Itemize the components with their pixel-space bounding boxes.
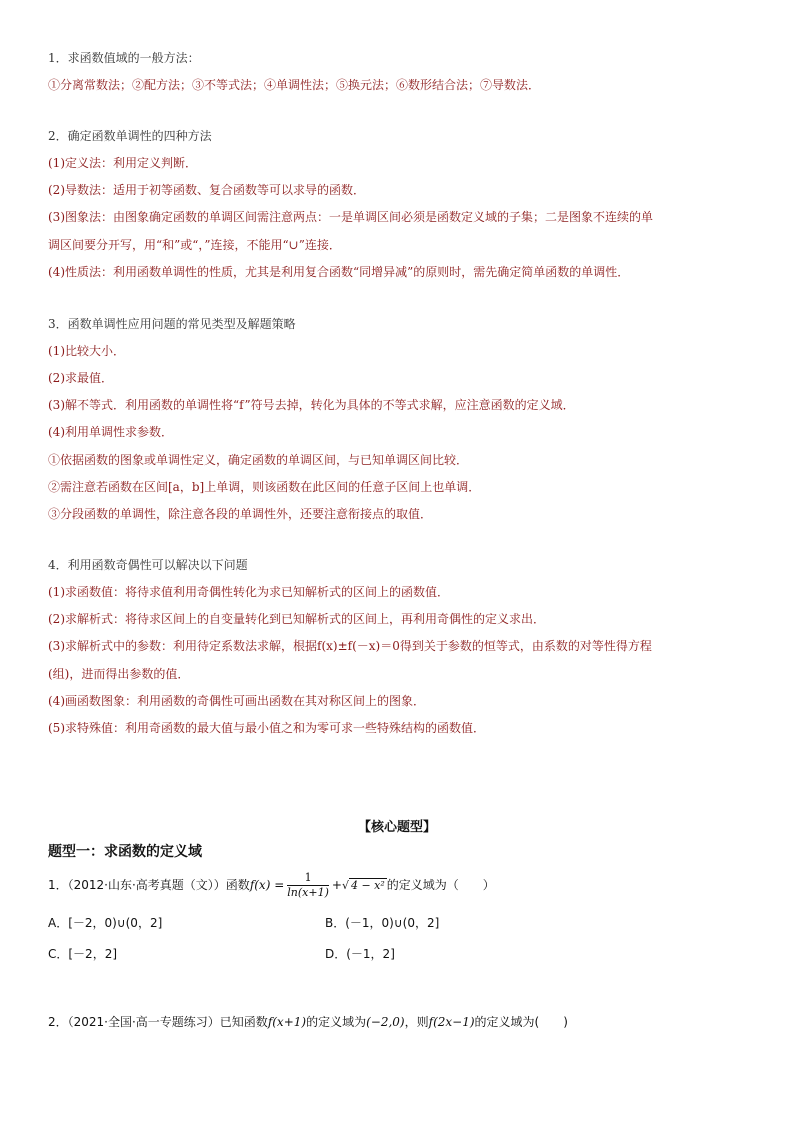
radicand: 4 − x²: [350, 878, 385, 892]
question-2-mid1: 的定义域为: [306, 1015, 367, 1029]
section-4-line-3b: (组)，进而得出参数的值．: [48, 667, 190, 681]
fraction-denominator: ln(x+1): [287, 886, 329, 899]
question-1-prefix: 1．（2012·山东·高考真题（文））函数: [48, 878, 250, 892]
question-2-f1: f(x+1): [267, 1015, 307, 1029]
question-2-suffix: 的定义域为( ): [474, 1015, 568, 1029]
section-3-case-1: ①依据函数的图象或单调性定义，确定函数的单调区间，与已知单调区间比较．: [48, 453, 469, 467]
section-2-line-1: (1)定义法：利用定义判断．: [48, 156, 197, 170]
question-1-option-c[interactable]: C．[－2，2]: [48, 947, 118, 961]
section-3-line-1: (1)比较大小．: [48, 344, 125, 358]
section-2-line-3b: 调区间要分开写，用“和”或“，”连接，不能用“∪”连接．: [48, 238, 341, 252]
section-4-line-5: (5)求特殊值：利用奇函数的最大值与最小值之和为零可求一些特殊结构的函数值．: [48, 721, 486, 735]
section-1-title: 1．求函数值域的一般方法：: [48, 51, 200, 65]
section-1-methods: ①分离常数法；②配方法；③不等式法；④单调性法；⑤换元法；⑥数形结合法；⑦导数法．: [48, 78, 541, 92]
question-2-stem: [48, 1013, 568, 1030]
section-4-title: 4．利用函数奇偶性可以解决以下问题: [48, 558, 248, 572]
question-2-f2: f(2x−1): [428, 1015, 475, 1029]
question-2-domain: (−2,0): [366, 1015, 405, 1029]
section-3-case-2: ②需注意若函数在区间[a，b]上单调，则该函数在此区间的任意子区间上也单调．: [48, 480, 481, 494]
section-4-line-1: (1)求函数值：将待求值利用奇偶性转化为求已知解析式的区间上的函数值．: [48, 585, 450, 599]
question-1-suffix: 的定义域为（ ）: [386, 878, 495, 892]
question-1-option-a[interactable]: A．[－2，0)∪(0，2]: [48, 916, 163, 930]
question-2-mid2: ，则: [404, 1015, 429, 1029]
section-3-line-4: (4)利用单调性求参数．: [48, 425, 173, 439]
question-1-option-d[interactable]: D．(－1，2]: [325, 947, 395, 961]
core-section-title: 【核心题型】: [357, 820, 436, 835]
section-2-line-3a: (3)图象法：由图象确定函数的单调区间需注意两点：一是单调区间必须是函数定义域的子集；二是图象不连续的单: [48, 210, 654, 224]
section-4-line-2: (2)求解析式：将待求区间上的自变量转化到已知解析式的区间上，再利用奇偶性的定义求出．: [48, 612, 546, 626]
question-1-option-b[interactable]: B．(－1，0)∪(0，2]: [325, 916, 440, 930]
square-root: √ 4 − x²: [341, 878, 385, 892]
section-3-title: 3．函数单调性应用问题的常见类型及解题策略: [48, 317, 296, 331]
section-4-line-3a: (3)求解析式中的参数：利用待定系数法求解，根据f(x)±f(－x)＝0得到关于参数的恒等式，由系数的对等性得方程: [48, 639, 652, 653]
section-4-line-4: (4)画函数图象：利用函数的奇偶性可画出函数在其对称区间上的图象．: [48, 694, 426, 708]
section-2-line-4: (4)性质法：利用函数单调性的性质，尤其是利用复合函数“同增异减”的原则时，需先确定简单函数的单调性．: [48, 265, 630, 279]
question-2-prefix: 2．（2021·全国·高一专题练习）已知函数: [48, 1015, 268, 1029]
question-1-stem: [48, 868, 495, 903]
section-3-case-3: ③分段函数的单调性，除注意各段的单调性外，还要注意衔接点的取值．: [48, 507, 433, 521]
question-1-fraction: [287, 871, 329, 900]
question-1-fx: f(x) =: [249, 878, 285, 892]
question-type-title: 题型一：求函数的定义域: [48, 844, 202, 860]
fraction-numerator: 1: [287, 871, 329, 886]
section-2-title: 2．确定函数单调性的四种方法: [48, 129, 212, 143]
section-3-line-2: (2)求最值．: [48, 371, 113, 385]
section-2-line-2: (2)导数法：适用于初等函数、复合函数等可以求导的函数．: [48, 183, 366, 197]
section-3-line-3: (3)解不等式．利用函数的单调性将“f”符号去掉，转化为具体的不等式求解，应注意函数的定义域．: [48, 398, 575, 412]
plus-sign: +: [331, 878, 342, 892]
